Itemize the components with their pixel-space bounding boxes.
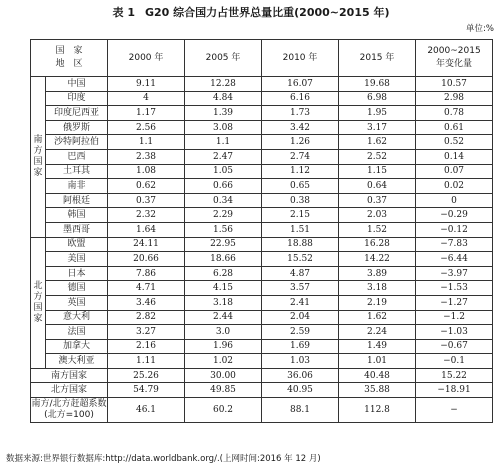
- value-v2000: 9.11: [108, 77, 185, 92]
- table-row: [31, 77, 493, 92]
- value-change: 0: [416, 193, 493, 208]
- value-v2015: 3.18: [339, 281, 416, 296]
- value-change: −1.2: [416, 310, 493, 325]
- table-row: [31, 295, 493, 310]
- value-v2015: 0.64: [339, 179, 416, 194]
- header-stub-line2: 地 区: [55, 59, 83, 69]
- summary-row: [31, 383, 493, 398]
- value-v2000: 0.62: [108, 179, 185, 194]
- ratio-row: [31, 398, 493, 423]
- value-change: 0.07: [416, 164, 493, 179]
- header-country-region: [31, 40, 108, 77]
- value-change: 15.22: [416, 368, 493, 383]
- country-name: 英国: [46, 295, 108, 310]
- country-name: 美国: [46, 252, 108, 267]
- value-v2000: 2.38: [108, 149, 185, 164]
- value-change: −: [416, 398, 493, 423]
- value-v2005: 30.00: [185, 368, 262, 383]
- value-change: 2.98: [416, 91, 493, 106]
- country-name: 俄罗斯: [46, 120, 108, 135]
- table-title: [0, 4, 502, 20]
- data-source-note: 数据来源:世界银行数据库:http://data.worldbank.org/.(上网时间:2016 年 12 月): [6, 454, 321, 464]
- header-stub-line1: 国 家: [55, 46, 83, 56]
- value-v2000: 3.27: [108, 325, 185, 340]
- value-v2015: 0.37: [339, 193, 416, 208]
- ratio-name-line2: (北方=100): [44, 410, 94, 421]
- value-v2010: 4.87: [262, 266, 339, 281]
- value-v2010: 3.42: [262, 120, 339, 135]
- header-year-2000: 2000 年: [108, 40, 185, 77]
- country-name: 墨西哥: [46, 222, 108, 237]
- value-v2015: 14.22: [339, 252, 416, 267]
- table-row: [31, 208, 493, 223]
- value-v2005: 60.2: [185, 398, 262, 423]
- table-row: [31, 120, 493, 135]
- value-v2005: 1.96: [185, 339, 262, 354]
- value-v2015: 1.95: [339, 106, 416, 121]
- table-row: [31, 281, 493, 296]
- header-change-line1: 2000~2015: [427, 46, 481, 56]
- table-row: [31, 310, 493, 325]
- value-v2010: 2.15: [262, 208, 339, 223]
- table-row: [31, 252, 493, 267]
- table-row: [31, 237, 493, 252]
- country-name: 意大利: [46, 310, 108, 325]
- value-change: −7.83: [416, 237, 493, 252]
- value-v2005: 49.85: [185, 383, 262, 398]
- value-v2015: 3.89: [339, 266, 416, 281]
- value-v2015: 35.88: [339, 383, 416, 398]
- country-name: 南非: [46, 179, 108, 194]
- table-row: [31, 325, 493, 340]
- value-v2005: 0.66: [185, 179, 262, 194]
- value-change: 10.57: [416, 77, 493, 92]
- value-v2015: 1.52: [339, 222, 416, 237]
- value-change: −1.03: [416, 325, 493, 340]
- table-row: [31, 179, 493, 194]
- country-name: 沙特阿拉伯: [46, 135, 108, 150]
- country-name: 土耳其: [46, 164, 108, 179]
- value-v2005: 1.1: [185, 135, 262, 150]
- value-v2000: 1.08: [108, 164, 185, 179]
- value-v2010: 1.12: [262, 164, 339, 179]
- value-v2010: 2.59: [262, 325, 339, 340]
- country-name: 阿根廷: [46, 193, 108, 208]
- value-v2005: 6.28: [185, 266, 262, 281]
- value-v2010: 40.95: [262, 383, 339, 398]
- value-v2010: 2.04: [262, 310, 339, 325]
- value-change: −1.27: [416, 295, 493, 310]
- value-v2015: 6.98: [339, 91, 416, 106]
- value-v2010: 0.65: [262, 179, 339, 194]
- value-v2005: 2.47: [185, 149, 262, 164]
- country-name: 印度: [46, 91, 108, 106]
- table-row: [31, 91, 493, 106]
- value-v2015: 112.8: [339, 398, 416, 423]
- value-v2015: 3.17: [339, 120, 416, 135]
- value-change: −0.1: [416, 354, 493, 369]
- value-v2015: 1.62: [339, 310, 416, 325]
- value-change: −3.97: [416, 266, 493, 281]
- value-v2005: 3.08: [185, 120, 262, 135]
- table-title-text: G20 综合国力占世界总量比重(2000~2015 年): [144, 6, 390, 19]
- value-v2015: 1.49: [339, 339, 416, 354]
- value-change: 0.61: [416, 120, 493, 135]
- value-change: −0.29: [416, 208, 493, 223]
- value-v2010: 1.69: [262, 339, 339, 354]
- unit-label: 单位:%: [466, 24, 494, 34]
- header-change-line2: 年变化量: [436, 59, 473, 69]
- value-v2000: 1.11: [108, 354, 185, 369]
- ratio-name: [31, 398, 108, 423]
- value-v2010: 3.57: [262, 281, 339, 296]
- group-label-north: 北方国家: [31, 237, 46, 368]
- value-v2000: 4: [108, 91, 185, 106]
- value-v2010: 36.06: [262, 368, 339, 383]
- value-v2015: 2.24: [339, 325, 416, 340]
- country-name: 欧盟: [46, 237, 108, 252]
- value-v2005: 18.66: [185, 252, 262, 267]
- value-v2005: 4.15: [185, 281, 262, 296]
- table-body: [31, 77, 493, 423]
- country-name: 澳大利亚: [46, 354, 108, 369]
- value-v2010: 1.03: [262, 354, 339, 369]
- value-v2015: 2.52: [339, 149, 416, 164]
- value-v2000: 2.82: [108, 310, 185, 325]
- value-v2010: 18.88: [262, 237, 339, 252]
- table-row: [31, 164, 493, 179]
- value-v2005: 4.84: [185, 91, 262, 106]
- value-v2010: 88.1: [262, 398, 339, 423]
- value-v2005: 1.02: [185, 354, 262, 369]
- table-row: [31, 135, 493, 150]
- value-v2015: 16.28: [339, 237, 416, 252]
- value-change: 0.52: [416, 135, 493, 150]
- header-year-2005: 2005 年: [185, 40, 262, 77]
- value-v2000: 25.26: [108, 368, 185, 383]
- value-change: 0.78: [416, 106, 493, 121]
- country-name: 巴西: [46, 149, 108, 164]
- summary-name: 北方国家: [31, 383, 108, 398]
- value-v2000: 20.66: [108, 252, 185, 267]
- value-v2005: 1.56: [185, 222, 262, 237]
- value-v2000: 46.1: [108, 398, 185, 423]
- value-change: −0.67: [416, 339, 493, 354]
- value-change: 0.14: [416, 149, 493, 164]
- ratio-name-line1: 南方/北方赶超系数: [31, 399, 107, 410]
- country-name: 加拿大: [46, 339, 108, 354]
- value-change: −1.53: [416, 281, 493, 296]
- value-v2010: 6.16: [262, 91, 339, 106]
- value-v2005: 1.05: [185, 164, 262, 179]
- table-number: 表 1: [112, 6, 135, 19]
- table-row: [31, 193, 493, 208]
- value-v2015: 1.62: [339, 135, 416, 150]
- value-v2010: 1.26: [262, 135, 339, 150]
- country-name: 中国: [46, 77, 108, 92]
- value-v2005: 1.39: [185, 106, 262, 121]
- value-v2005: 2.44: [185, 310, 262, 325]
- summary-name: 南方国家: [31, 368, 108, 383]
- country-name: 日本: [46, 266, 108, 281]
- table-row: [31, 106, 493, 121]
- value-change: −18.91: [416, 383, 493, 398]
- value-v2000: 3.46: [108, 295, 185, 310]
- header-year-2015: 2015 年: [339, 40, 416, 77]
- value-v2010: 2.74: [262, 149, 339, 164]
- value-v2005: 2.29: [185, 208, 262, 223]
- value-v2005: 3.18: [185, 295, 262, 310]
- value-change: −0.12: [416, 222, 493, 237]
- value-v2000: 7.86: [108, 266, 185, 281]
- value-v2010: 1.73: [262, 106, 339, 121]
- value-v2000: 0.37: [108, 193, 185, 208]
- value-v2000: 54.79: [108, 383, 185, 398]
- country-name: 德国: [46, 281, 108, 296]
- header-year-2010: 2010 年: [262, 40, 339, 77]
- value-v2015: 1.15: [339, 164, 416, 179]
- header-row: [31, 40, 493, 77]
- value-v2005: 12.28: [185, 77, 262, 92]
- table-row: [31, 149, 493, 164]
- value-v2005: 3.0: [185, 325, 262, 340]
- value-v2015: 40.48: [339, 368, 416, 383]
- value-v2015: 1.01: [339, 354, 416, 369]
- value-v2015: 2.19: [339, 295, 416, 310]
- value-v2010: 1.51: [262, 222, 339, 237]
- value-v2000: 1.64: [108, 222, 185, 237]
- value-v2000: 1.1: [108, 135, 185, 150]
- value-v2015: 19.68: [339, 77, 416, 92]
- summary-row: [31, 368, 493, 383]
- value-v2010: 0.38: [262, 193, 339, 208]
- table-row: [31, 222, 493, 237]
- g20-share-table: [30, 39, 493, 423]
- value-v2000: 1.17: [108, 106, 185, 121]
- value-v2010: 16.07: [262, 77, 339, 92]
- value-v2000: 2.32: [108, 208, 185, 223]
- country-name: 韩国: [46, 208, 108, 223]
- value-change: 0.02: [416, 179, 493, 194]
- value-v2000: 4.71: [108, 281, 185, 296]
- value-change: −6.44: [416, 252, 493, 267]
- value-v2005: 0.34: [185, 193, 262, 208]
- value-v2000: 2.56: [108, 120, 185, 135]
- value-v2010: 15.52: [262, 252, 339, 267]
- value-v2000: 2.16: [108, 339, 185, 354]
- value-v2010: 2.41: [262, 295, 339, 310]
- group-label-south: 南方国家: [31, 77, 46, 238]
- value-v2005: 22.95: [185, 237, 262, 252]
- country-name: 印度尼西亚: [46, 106, 108, 121]
- table-row: [31, 354, 493, 369]
- country-name: 法国: [46, 325, 108, 340]
- value-v2000: 24.11: [108, 237, 185, 252]
- value-v2015: 2.03: [339, 208, 416, 223]
- table-row: [31, 266, 493, 281]
- header-change: [416, 40, 493, 77]
- table-row: [31, 339, 493, 354]
